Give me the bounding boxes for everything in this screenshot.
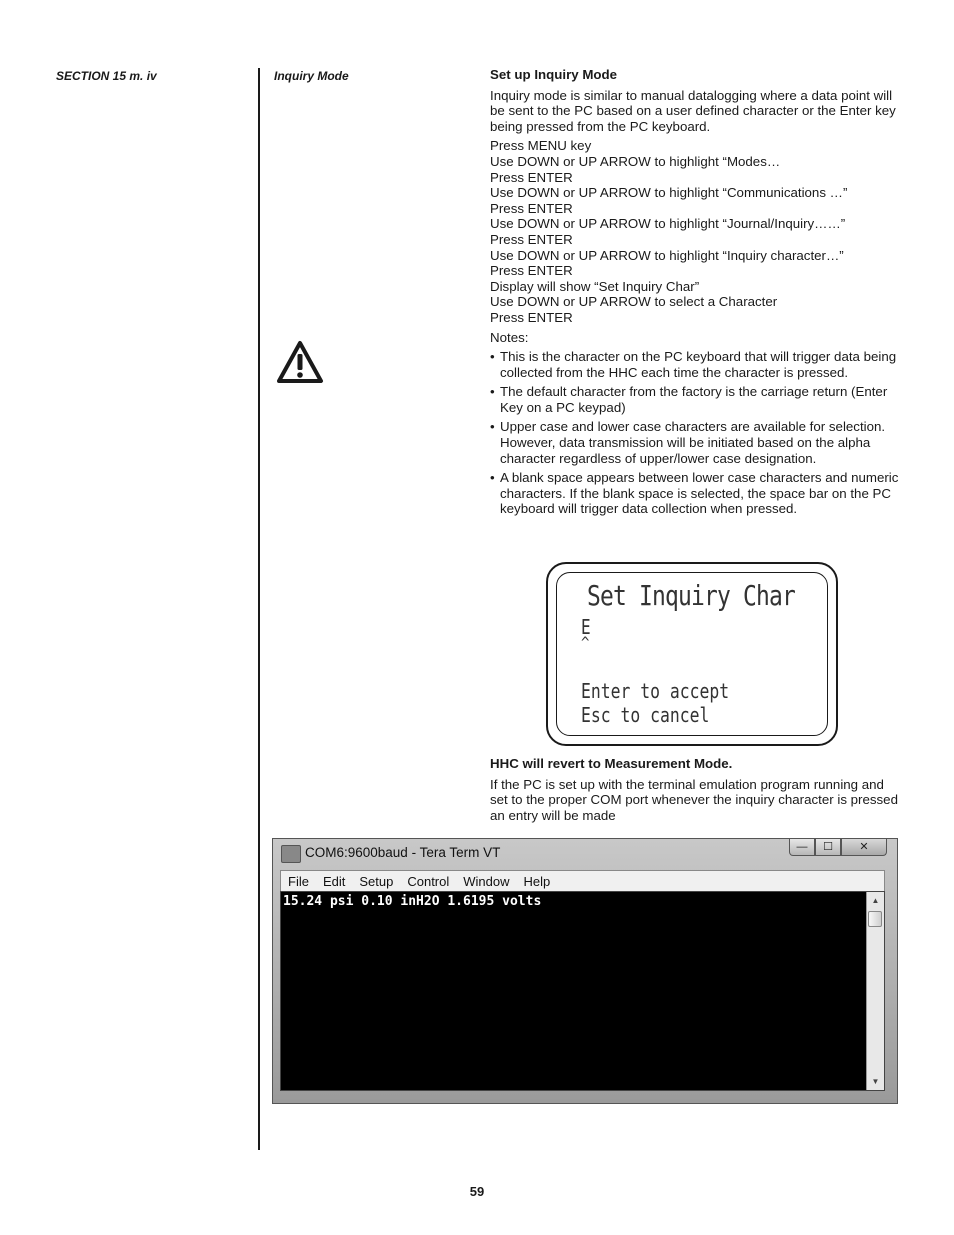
vertical-rule <box>258 68 260 1150</box>
scroll-down-arrow-icon[interactable]: ▼ <box>871 1077 880 1086</box>
close-button[interactable]: ✕ <box>841 839 887 856</box>
revert-content <box>490 756 900 827</box>
menu-edit[interactable]: Edit <box>322 873 346 889</box>
lcd-selected-char: E <box>581 615 591 639</box>
step: Use DOWN or UP ARROW to select a Character <box>490 294 778 310</box>
step: Use DOWN or UP ARROW to highlight “Communications …” <box>490 185 848 201</box>
page-number: 59 <box>469 1184 485 1199</box>
step: Press ENTER <box>490 263 573 279</box>
intro-paragraph: Inquiry mode is similar to manual datalogging where a data point will be sent to the PC based on a user defined character or the Enter key being pressed from the PC keyboard. <box>490 87 896 134</box>
step: Use DOWN or UP ARROW to highlight “Journal/Inquiry……” <box>490 216 846 232</box>
maximize-button[interactable]: ☐ <box>815 839 841 856</box>
lcd-accept-line: Enter to accept <box>581 679 730 703</box>
menu-file[interactable]: File <box>288 873 309 889</box>
menu-bar <box>280 870 885 892</box>
window-controls <box>789 839 887 857</box>
terminal-output-line: 15.24 psi 0.10 inH2O 1.6195 volts <box>283 894 542 909</box>
main-content <box>490 67 900 521</box>
step: Press ENTER <box>490 231 573 247</box>
step: Display will show “Set Inquiry Char” <box>490 278 700 294</box>
notes-label: Notes: <box>490 329 529 345</box>
terminal-area[interactable] <box>280 891 885 1091</box>
section-label: SECTION 15 m. iv <box>56 69 157 83</box>
note-item: • This is the character on the PC keyboard that will trigger data being collected from the HHC each time the character is pressed. <box>490 349 900 380</box>
vertical-scrollbar[interactable] <box>866 892 884 1090</box>
lcd-cancel-line: Esc to cancel <box>581 703 710 727</box>
section-heading: Set up Inquiry Mode <box>490 67 618 82</box>
subsection-label: Inquiry Mode <box>274 69 349 83</box>
revert-paragraph: If the PC is set up with the terminal emulation program running and set to the proper COM port whenever the inquiry character is pressed an entry will be made <box>490 776 898 823</box>
step: Press ENTER <box>490 309 573 325</box>
note-item: • A blank space appears between lower case characters and numeric characters. If the blank space is selected, the space bar on the PC keyboard will trigger data collection when pressed. <box>490 470 900 517</box>
lcd-display <box>546 562 838 746</box>
step: Use DOWN or UP ARROW to highlight “Modes… <box>490 153 781 169</box>
lcd-title: Set Inquiry Char <box>587 579 796 612</box>
tera-term-window <box>272 838 898 1104</box>
notes-list <box>490 349 900 517</box>
scroll-up-arrow-icon[interactable]: ▲ <box>871 896 880 905</box>
menu-control[interactable]: Control <box>407 873 450 889</box>
lcd-screen <box>556 572 828 736</box>
step: Press MENU key <box>490 138 592 154</box>
app-icon <box>281 845 301 863</box>
note-item: • Upper case and lower case characters are available for selection. However, data transmission will be initiated based on the alpha character regardless of upper/lower case designation. <box>490 419 900 466</box>
menu-setup[interactable]: Setup <box>359 873 394 889</box>
scroll-thumb[interactable] <box>868 911 882 927</box>
menu-help[interactable]: Help <box>523 873 551 889</box>
window-title: COM6:9600baud - Tera Term VT <box>305 845 501 860</box>
revert-heading: HHC will revert to Measurement Mode. <box>490 756 733 771</box>
warning-icon <box>276 340 324 384</box>
steps-list <box>490 138 900 325</box>
step: Press ENTER <box>490 169 573 185</box>
menu-window[interactable]: Window <box>463 873 510 889</box>
step: Use DOWN or UP ARROW to highlight “Inquiry character…” <box>490 247 844 263</box>
minimize-button[interactable]: — <box>789 839 815 856</box>
step: Press ENTER <box>490 200 573 216</box>
lcd-caret: ^ <box>581 635 590 651</box>
note-item: • The default character from the factory is the carriage return (Enter Key on a PC keypad) <box>490 384 900 415</box>
window-titlebar[interactable] <box>273 839 897 869</box>
